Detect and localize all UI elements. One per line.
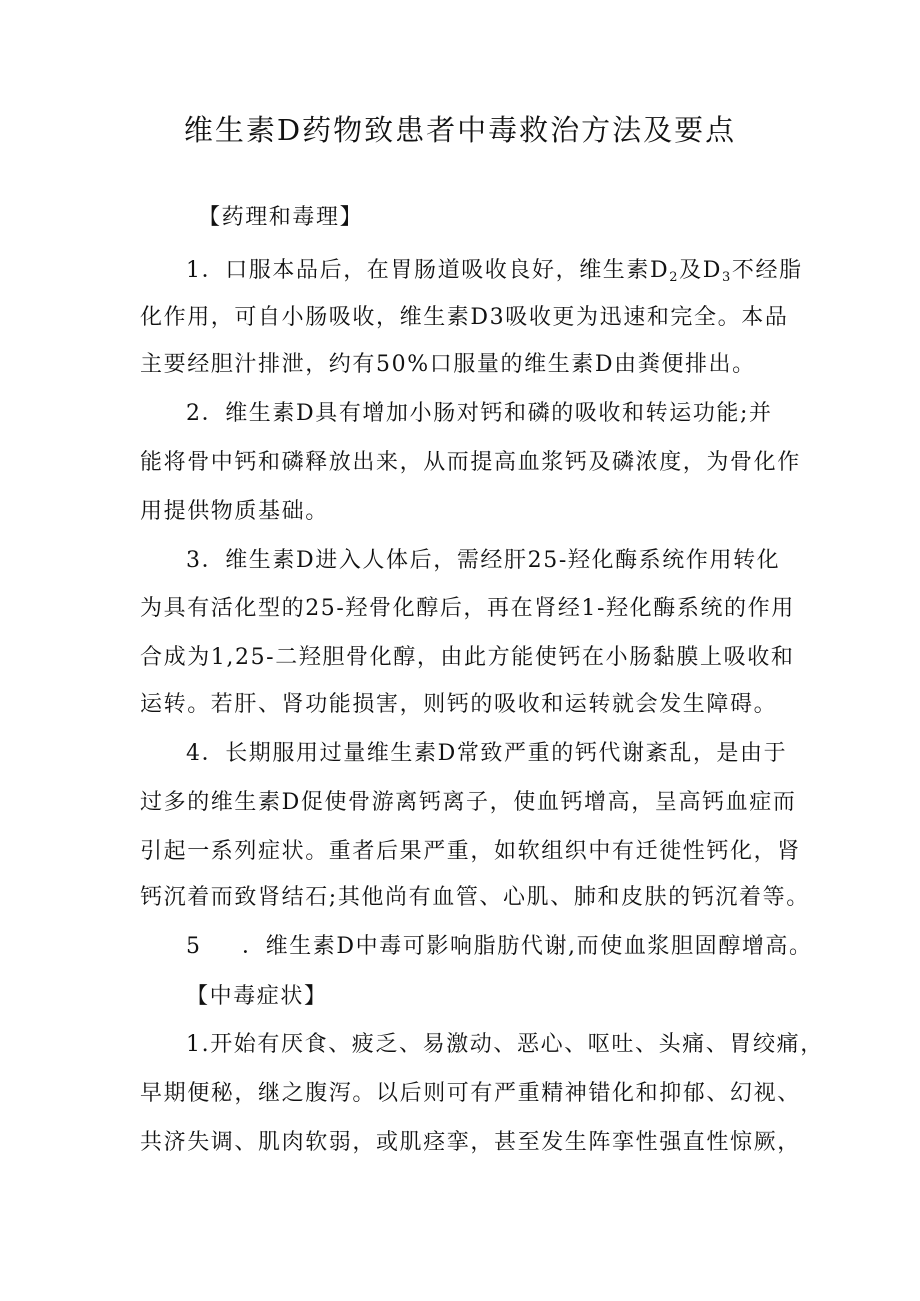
section-heading-symptoms: 【中毒症状】 — [186, 984, 328, 1009]
paragraph-line: 1.开始有厌食、疲乏、易激动、恶心、呕吐、头痛、胃绞痛， — [186, 1032, 824, 1057]
paragraph-line: 用提供物质基础。 — [140, 499, 329, 524]
item-number: 5 — [186, 934, 202, 959]
paragraph-line: 化作用，可自小肠吸收，维生素D3吸收更为迅速和完全。本品 — [140, 305, 789, 330]
paragraph-line: 5 ．维生素D中毒可影响脂肪代谢,而使血浆胆固醇增高。 — [186, 932, 813, 962]
section-heading-pharmacology: 【药理和毒理】 — [198, 205, 364, 230]
paragraph-line: 早期便秘，继之腹泻。以后则可有严重精神错化和抑郁、幻视、 — [140, 1081, 801, 1106]
paragraph-line: 钙沉着而致肾结石;其他尚有血管、心肌、肺和皮肤的钙沉着等。 — [140, 885, 810, 910]
paragraph-line: 引起一系列症状。重者后果严重，如软组织中有迁徙性钙化，肾 — [140, 839, 801, 864]
paragraph-line: 过多的维生素D促使骨游离钙离子，使血钙增高，呈高钙血症而 — [140, 790, 797, 815]
paragraph-line: 能将骨中钙和磷释放出来，从而提高血浆钙及磷浓度，为骨化作 — [140, 450, 801, 475]
paragraph-line: 3．维生素D进入人体后，需经肝25-羟化酶系统作用转化 — [186, 548, 781, 573]
paragraph-line: 合成为1,25-二羟胆骨化醇，由此方能使钙在小肠黏膜上吸收和 — [140, 645, 795, 670]
paragraph-line: 为具有活化型的25-羟骨化醇后，再在肾经1-羟化酶系统的作用 — [140, 596, 795, 621]
document-title: 维生素D药物致患者中毒救治方法及要点 — [183, 113, 737, 147]
paragraph-line: 1．口服本品后，在胃肠道吸收良好，维生素$D_2$及$D_3$不经脂 — [186, 258, 803, 285]
paragraph-line: 共济失调、肌肉软弱，或肌痉挛，甚至发生阵挛性强直性惊厥， — [140, 1130, 801, 1155]
paragraph-line: 主要经胆汁排泄，约有50%口服量的维生素D由粪便排出。 — [140, 352, 756, 377]
paragraph-line: 运转。若肝、肾功能损害，则钙的吸收和运转就会发生障碍。 — [140, 692, 778, 717]
paragraph-line: 2．维生素D具有增加小肠对钙和磷的吸收和转运功能;并 — [186, 401, 773, 426]
paragraph-line: 4．长期服用过量维生素D常致严重的钙代谢紊乱，是由于 — [186, 741, 788, 766]
